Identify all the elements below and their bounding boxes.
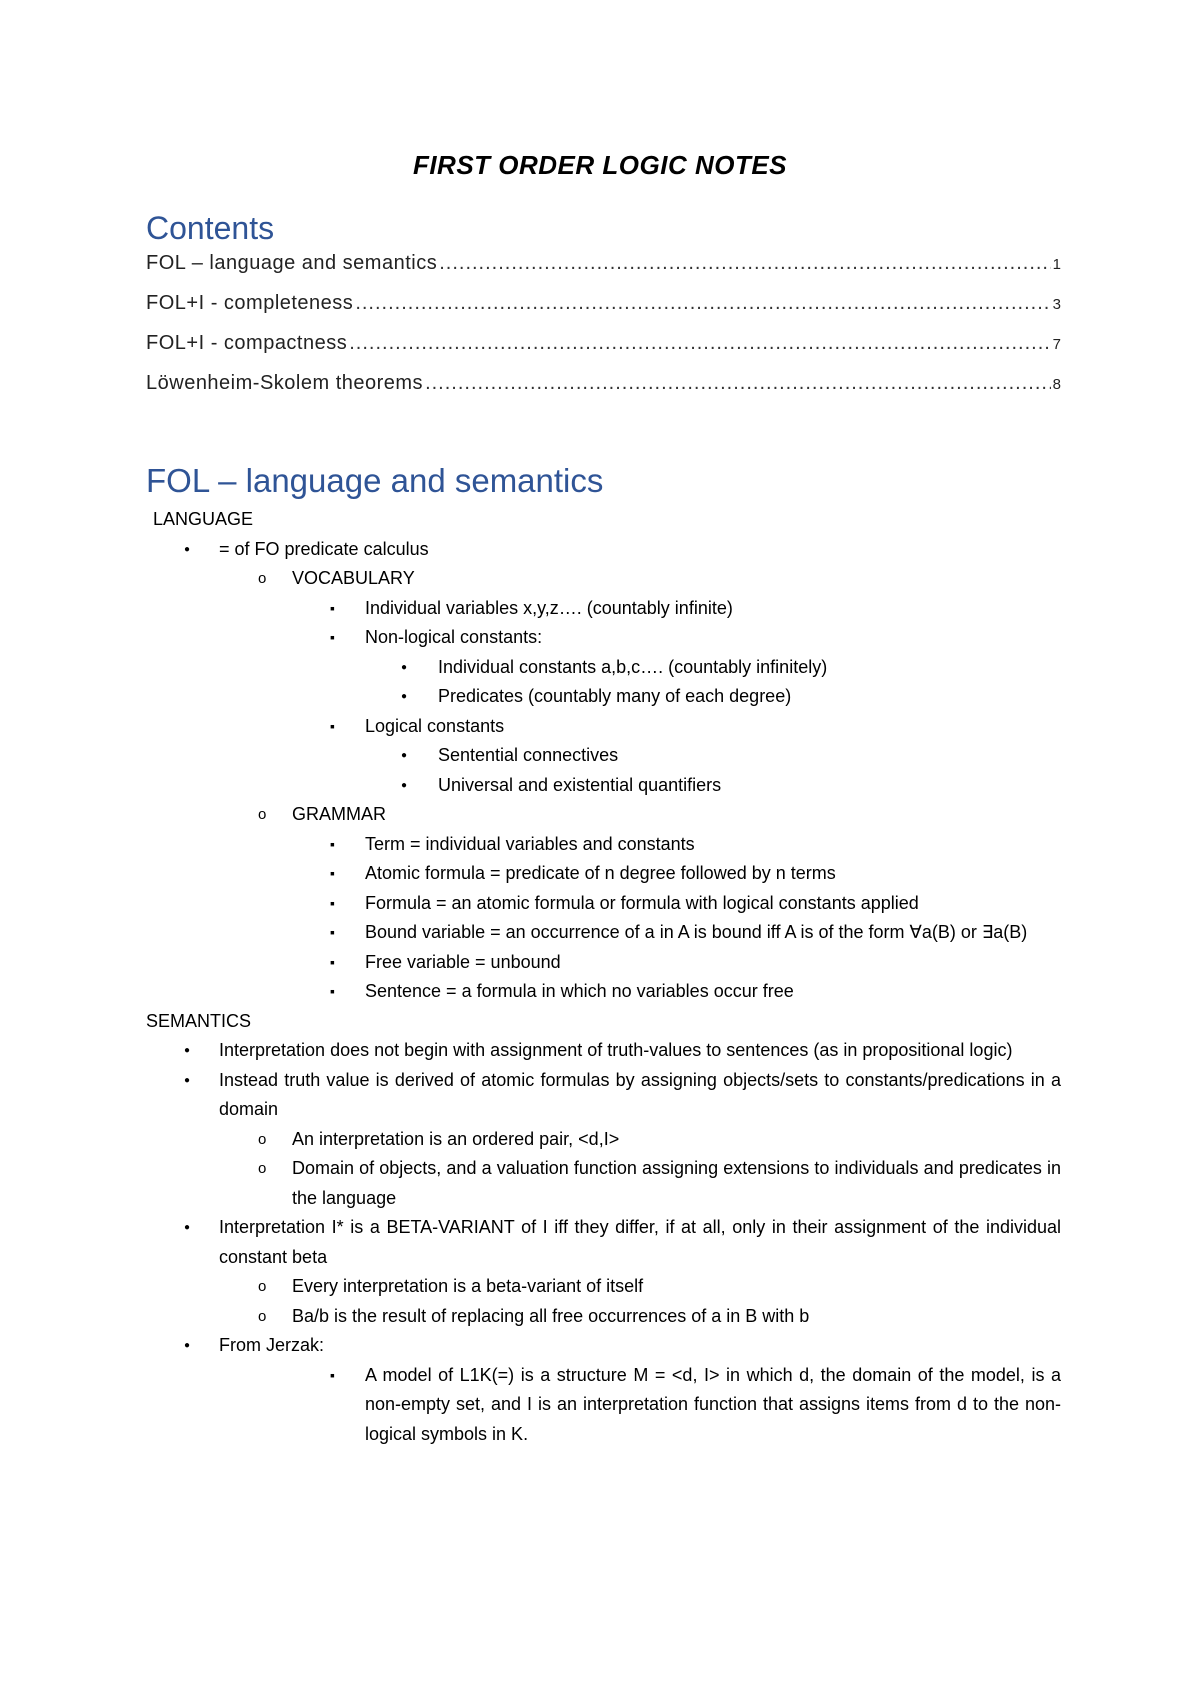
- list-item-text: Ba/b is the result of replacing all free occurrences of a in B with b: [292, 1305, 810, 1326]
- bullet-circle-icon: [258, 564, 266, 594]
- list-item: [146, 1272, 1061, 1302]
- language-label: LANGUAGE: [153, 509, 254, 529]
- toc-entry-label: FOL+I - completeness: [146, 292, 354, 314]
- bullet-circle-icon: [258, 1154, 266, 1184]
- bullet-square-icon: [330, 948, 335, 978]
- bullet-circle-icon: [258, 1125, 266, 1155]
- toc-leader-dots: [355, 292, 1050, 315]
- bullet-square-icon: [330, 623, 335, 653]
- list-item-text: Every interpretation is a beta-variant of itself: [292, 1276, 644, 1296]
- list-item: [146, 771, 1061, 801]
- list-item-text: Interpretation does not begin with assignment of truth-values to sentences (as in propositional logic): [219, 1040, 1013, 1060]
- toc-entry-label: Löwenheim-Skolem theorems: [146, 372, 424, 394]
- list-item: [146, 1036, 1061, 1066]
- list-item: [146, 1331, 1061, 1361]
- list-item-text: Logical constants: [365, 715, 505, 736]
- toc-entry-page: 7: [1052, 336, 1061, 353]
- list-item: [146, 977, 1061, 1007]
- bullet-square-icon: [330, 594, 335, 624]
- bullet-dot-icon: [184, 1331, 190, 1363]
- list-item: [146, 1213, 1061, 1272]
- list-item-text: VOCABULARY: [292, 568, 415, 588]
- toc-leader-dots: [425, 372, 1051, 395]
- table-of-contents: [146, 252, 1061, 412]
- list-item-text: = of FO predicate calculus: [219, 538, 429, 559]
- list-item-text: Term = individual variables and constants: [365, 833, 695, 854]
- toc-leader-dots: [349, 332, 1050, 355]
- list-item-text: Sentence = a formula in which no variables occur free: [365, 981, 794, 1001]
- toc-entry[interactable]: [146, 332, 1061, 372]
- document-title: FIRST ORDER LOGIC NOTES: [412, 150, 788, 180]
- bullet-dot-icon: [401, 741, 407, 773]
- bullet-circle-icon: [258, 800, 266, 830]
- bullet-circle-icon: [258, 1272, 266, 1302]
- toc-entry-page: 1: [1052, 256, 1061, 273]
- bullet-dot-icon: [184, 1066, 190, 1098]
- bullet-square-icon: [330, 977, 335, 1007]
- toc-leader-dots: [439, 252, 1050, 275]
- list-item-text: Bound variable = an occurrence of a in A is bound iff A is of the form ∀a(B) or ∃a(B): [365, 922, 1028, 942]
- toc-entry[interactable]: [146, 372, 1061, 412]
- bullet-square-icon: [330, 918, 335, 948]
- list-item: [146, 594, 1061, 624]
- bullet-square-icon: [330, 889, 335, 919]
- list-item: [146, 1302, 1061, 1332]
- list-item-text: Free variable = unbound: [365, 951, 561, 972]
- semantics-label: SEMANTICS: [146, 1010, 252, 1031]
- list-item-text: Formula = an atomic formula or formula with logical constants applied: [365, 892, 919, 913]
- section-body: [146, 505, 1061, 1449]
- list-item: [146, 1154, 1061, 1213]
- list-item: [146, 1361, 1061, 1450]
- bullet-dot-icon: [401, 771, 407, 803]
- section-heading: FOL – language and semantics: [146, 462, 604, 499]
- bullet-dot-icon: [184, 1036, 190, 1068]
- list-item-text: An interpretation is an ordered pair, <d,I>: [292, 1128, 620, 1149]
- toc-heading: Contents: [146, 210, 275, 246]
- list-item-text: Atomic formula = predicate of n degree followed by n terms: [365, 863, 836, 883]
- bullet-square-icon: [330, 1361, 335, 1391]
- bullet-dot-icon: [401, 653, 407, 685]
- toc-entry[interactable]: [146, 252, 1061, 292]
- bullet-square-icon: [330, 712, 335, 742]
- list-item-text: Individual constants a,b,c…. (countably infinitely): [438, 656, 828, 677]
- bullet-square-icon: [330, 859, 335, 889]
- list-item: [146, 535, 1061, 565]
- list-item-text: Sentential connectives: [438, 745, 619, 765]
- list-item: [146, 1066, 1061, 1125]
- list-item: [146, 889, 1061, 919]
- bullet-square-icon: [330, 830, 335, 860]
- list-item-text: Domain of objects, and a valuation function assigning extensions to individuals and predicates in the language: [292, 1158, 1061, 1208]
- toc-entry-label: FOL+I - compactness: [146, 332, 348, 354]
- list-item-text: Individual variables x,y,z…. (countably infinite): [365, 597, 733, 618]
- list-item: [146, 712, 1061, 742]
- list-item-text: Interpretation I* is a BETA-VARIANT of I iff they differ, if at all, only in their assignment of the individual constant beta: [219, 1217, 1061, 1267]
- list-item: [146, 918, 1061, 948]
- toc-entry-page: 3: [1052, 296, 1061, 313]
- list-item: [146, 859, 1061, 889]
- toc-entry[interactable]: [146, 292, 1061, 332]
- list-item: [146, 948, 1061, 978]
- list-item: [146, 653, 1061, 683]
- bullet-circle-icon: [258, 1302, 266, 1332]
- bullet-dot-icon: [184, 535, 190, 567]
- list-item-text: GRAMMAR: [292, 804, 386, 824]
- list-item: [146, 623, 1061, 653]
- bullet-dot-icon: [401, 682, 407, 714]
- list-item-text: A model of L1K(=) is a structure M = <d, I> in which d, the domain of the model, is a non-empty set, and I is an interpretation function that assigns items from d to the non-logical symbols in K.: [365, 1364, 1061, 1444]
- toc-entry-page: 8: [1052, 376, 1061, 393]
- list-item-text: Non-logical constants:: [365, 627, 543, 647]
- list-item: [146, 800, 1061, 830]
- list-item: [146, 741, 1061, 771]
- list-item: [146, 1125, 1061, 1155]
- list-item: [146, 830, 1061, 860]
- list-item: [146, 682, 1061, 712]
- bullet-dot-icon: [184, 1213, 190, 1245]
- list-item-text: From Jerzak:: [219, 1335, 325, 1355]
- list-item-text: Instead truth value is derived of atomic formulas by assigning objects/sets to constants/predications in a domain: [219, 1069, 1061, 1119]
- list-item-text: Predicates (countably many of each degree): [438, 686, 792, 706]
- list-item-text: Universal and existential quantifiers: [438, 774, 722, 795]
- list-item: [146, 564, 1061, 594]
- toc-entry-label: FOL – language and semantics: [146, 252, 438, 274]
